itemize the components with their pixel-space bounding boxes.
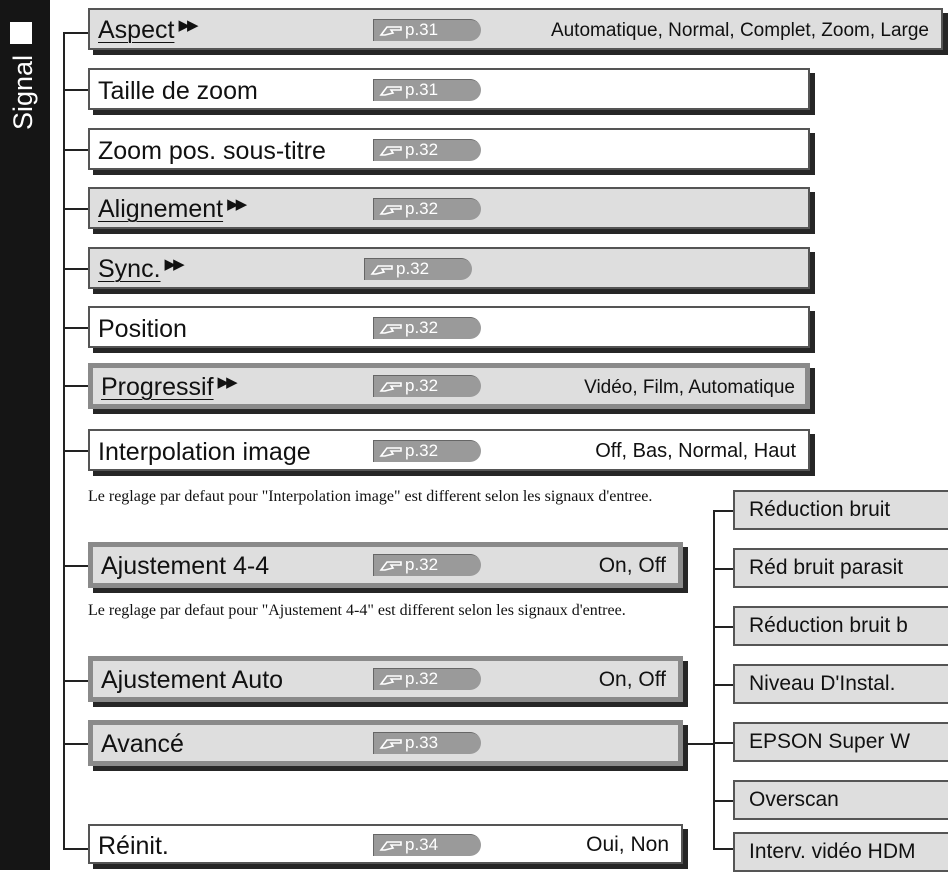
page-number: p.32 (405, 441, 439, 460)
page-number: p.33 (405, 733, 439, 752)
page-ref[interactable] (373, 79, 481, 101)
pointing-hand-icon (379, 838, 405, 852)
page-number: p.32 (405, 199, 439, 218)
submenu-branch (713, 510, 735, 512)
submenu-connector (686, 743, 714, 745)
tree-branch (63, 89, 90, 91)
page-ref[interactable] (373, 317, 481, 339)
menu-item-avance[interactable] (88, 720, 683, 766)
submenu-item-niveau-instal[interactable]: Niveau D'Instal. (733, 664, 948, 704)
submenu-branch (713, 568, 735, 570)
double-arrow-icon: ▶▶ (164, 256, 182, 273)
menu-item-label: Ajustement Auto (101, 666, 284, 694)
page-ref[interactable] (364, 258, 472, 280)
menu-item-zoom-pos-sous-titre[interactable] (88, 128, 810, 170)
option-list: Automatique, Normal, Complet, Zoom, Large (550, 20, 929, 41)
page-number: p.32 (405, 318, 439, 337)
pointing-hand-icon (379, 202, 405, 216)
submenu-item-reduction-bruit[interactable]: Réduction bruit (733, 490, 948, 530)
tree-branch (63, 680, 90, 682)
menu-item-interpolation-image[interactable] (88, 429, 810, 471)
tree-branch (63, 743, 90, 745)
page-ref[interactable] (373, 198, 481, 220)
submenu-item-overscan[interactable]: Overscan (733, 780, 948, 820)
page-number: p.32 (405, 376, 439, 395)
menu-item-sync[interactable] (88, 247, 810, 289)
tree-branch (63, 848, 90, 850)
page-ref[interactable] (373, 139, 481, 161)
section-square-icon (10, 22, 32, 44)
double-arrow-icon: ▶▶ (227, 196, 245, 213)
page-ref[interactable] (373, 19, 481, 41)
section-title: Signal (8, 54, 38, 130)
menu-item-label: Zoom pos. sous-titre (98, 137, 326, 165)
menu-item-label: Taille de zoom (98, 77, 258, 105)
option-list: On, Off (598, 554, 666, 577)
menu-item-label: Alignement (98, 195, 224, 223)
page-number: p.31 (405, 20, 439, 39)
page-number: p.32 (405, 140, 439, 159)
option-list: On, Off (598, 668, 666, 691)
page-ref[interactable] (373, 834, 481, 856)
pointing-hand-icon (379, 83, 405, 97)
pointing-hand-icon (379, 736, 405, 750)
page-ref[interactable] (373, 554, 481, 576)
menu-item-ajustement-4-4[interactable] (88, 542, 683, 588)
submenu-branch (713, 626, 735, 628)
option-list: Off, Bas, Normal, Haut (595, 440, 796, 462)
menu-item-aspect[interactable] (88, 8, 943, 50)
submenu-item-interv-video-hdmi[interactable]: Interv. vidéo HDM (733, 832, 948, 872)
page-number: p.32 (396, 259, 430, 278)
tree-branch (63, 450, 90, 452)
menu-item-reinit[interactable] (88, 824, 683, 864)
page-ref[interactable] (373, 375, 481, 397)
menu-item-label: Avancé (101, 730, 184, 758)
menu-item-label: Aspect (98, 16, 175, 44)
menu-item-progressif[interactable] (88, 363, 810, 409)
page-ref[interactable] (373, 732, 481, 754)
submenu-item-red-bruit-parasit[interactable]: Réd bruit parasit (733, 548, 948, 588)
double-arrow-icon: ▶▶ (217, 374, 235, 391)
menu-item-alignement[interactable] (88, 187, 810, 229)
submenu-item-epson-super-white[interactable]: EPSON Super W (733, 722, 948, 762)
pointing-hand-icon (370, 262, 396, 276)
footnote-interpolation: Le reglage par defaut pour "Interpolation image" est different selon les signaux d'entree. (88, 488, 653, 505)
footnote-ajustement: Le reglage par defaut pour "Ajustement 4-4" est different selon les signaux d'entree. (88, 602, 626, 619)
menu-item-label: Sync. (98, 255, 161, 283)
tree-trunk-line (63, 32, 65, 849)
tree-branch (63, 149, 90, 151)
menu-item-label: Interpolation image (98, 438, 311, 466)
menu-item-label: Position (98, 315, 187, 343)
submenu-branch (713, 742, 735, 744)
pointing-hand-icon (379, 444, 405, 458)
page-number: p.32 (405, 555, 439, 574)
menu-item-taille-de-zoom[interactable] (88, 68, 810, 110)
submenu-branch (713, 848, 735, 850)
tree-branch (63, 565, 90, 567)
page-number: p.32 (405, 669, 439, 688)
submenu-branch (713, 800, 735, 802)
page-ref[interactable] (373, 440, 481, 462)
menu-item-label: Ajustement 4-4 (101, 552, 270, 580)
submenu-trunk-line (713, 510, 715, 848)
pointing-hand-icon (379, 143, 405, 157)
pointing-hand-icon (379, 321, 405, 335)
double-arrow-icon: ▶▶ (178, 17, 196, 34)
menu-item-label: Progressif (101, 373, 214, 401)
page-number: p.34 (405, 835, 439, 854)
option-list: Vidéo, Film, Automatique (584, 377, 795, 398)
pointing-hand-icon (379, 23, 405, 37)
pointing-hand-icon (379, 379, 405, 393)
pointing-hand-icon (379, 558, 405, 572)
menu-item-label: Réinit. (98, 832, 169, 860)
tree-branch (63, 268, 90, 270)
tree-branch (63, 32, 90, 34)
page-ref[interactable] (373, 668, 481, 690)
pointing-hand-icon (379, 672, 405, 686)
signal-sidebar (0, 0, 50, 870)
tree-branch (63, 327, 90, 329)
tree-branch (63, 385, 90, 387)
submenu-branch (713, 684, 735, 686)
menu-item-ajustement-auto[interactable] (88, 656, 683, 702)
tree-branch (63, 208, 90, 210)
page-number: p.31 (405, 80, 439, 99)
option-list: Oui, Non (586, 833, 669, 856)
menu-item-position[interactable] (88, 306, 810, 348)
submenu-item-reduction-bruit-b[interactable]: Réduction bruit b (733, 606, 948, 646)
